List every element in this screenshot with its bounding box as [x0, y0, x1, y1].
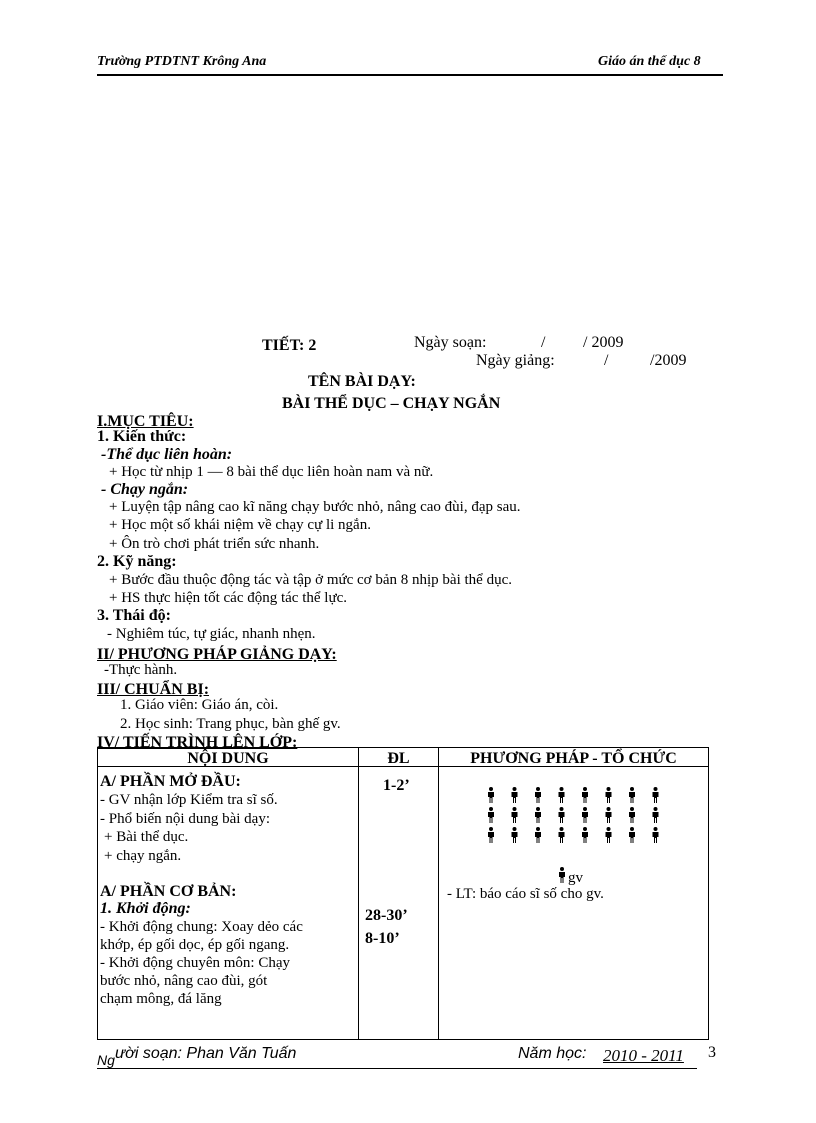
a-line-1: - GV nhận lớp Kiểm tra sĩ số. — [100, 792, 278, 808]
footer-author-prefix: Ng — [97, 1052, 115, 1068]
a-line-4: + chạy ngắn. — [104, 848, 182, 864]
a-line-2: - Phổ biến nội dung bài dạy: — [100, 811, 270, 827]
title-label: TÊN BÀI DẠY: — [308, 373, 416, 390]
footer-year-label: Năm học: — [518, 1045, 587, 1062]
table-header-row — [98, 748, 709, 767]
kt-item-2: + Luyện tập nâng cao kĩ năng chạy bước nhỏ, nâng cao đùi, đạp sau. — [109, 499, 521, 515]
header-subject: Giáo án thể dục 8 — [598, 54, 701, 69]
b-line-2b: bước nhỏ, nâng cao đùi, gót — [100, 973, 268, 989]
cb-item-1: 1. Giáo viên: Giáo án, còi. — [120, 697, 279, 713]
ngay-soan-sep: / — [541, 334, 546, 351]
b-line-1a: - Khởi động chung: Xoay dẻo các — [100, 919, 303, 935]
ngay-soan-year: / 2009 — [583, 334, 624, 351]
kt-item-1: + Học từ nhịp 1 — 8 bài thể dục liên hoàn nam và nữ. — [109, 464, 434, 480]
student-person-icon — [653, 787, 659, 803]
table-body-row — [98, 767, 709, 1040]
ngay-giang-label: Ngày giảng: — [476, 352, 555, 369]
dl-khoi-dong: 8-10’ — [365, 930, 400, 947]
header-rule — [97, 74, 723, 76]
lesson-tiet: TIẾT: 2 — [262, 337, 317, 354]
student-person-icon — [606, 807, 612, 823]
chuan-bi-heading: III/ CHUẨN BỊ: — [97, 681, 210, 698]
kn-item-2: + HS thực hiện tốt các động tác thể lực. — [109, 590, 347, 606]
student-person-icon — [535, 827, 541, 843]
b-line-1b: khớp, ép gối dọc, ép gối ngang. — [100, 937, 290, 953]
student-person-icon — [512, 807, 518, 823]
student-person-icon — [653, 827, 659, 843]
student-person-icon — [559, 787, 565, 803]
dl-part-a: 1-2’ — [383, 777, 410, 794]
ky-nang-heading: 2. Kỹ năng: — [97, 553, 177, 570]
footer-year: 2010 - 2011 — [603, 1046, 684, 1065]
b-sub-1: 1. Khởi động: — [100, 900, 191, 917]
student-person-icon — [488, 827, 494, 843]
student-person-icon — [559, 807, 565, 823]
lesson-table — [97, 747, 709, 1040]
kt-item-3: + Học một số khái niệm về chạy cự li ngắn. — [109, 517, 371, 533]
footer-author: ười soạn: Phan Văn Tuấn — [115, 1045, 297, 1062]
student-person-icon — [535, 787, 541, 803]
chay-ngan: - Chạy ngắn: — [101, 481, 189, 498]
student-person-icon — [512, 787, 518, 803]
student-person-icon — [559, 827, 565, 843]
a-line-3: + Bài thể dục. — [104, 829, 189, 845]
dl-cell — [359, 767, 439, 1040]
kn-item-1: + Bước đầu thuộc động tác và tập ở mức cơ bản 8 nhịp bài thể dục. — [109, 572, 512, 588]
student-person-icon — [629, 807, 635, 823]
cb-item-2: 2. Học sinh: Trang phục, bàn ghế gv. — [120, 716, 341, 732]
method-note: - LT: báo cáo sĩ số cho gv. — [447, 886, 604, 902]
header-school: Trường PTDTNT Krông Ana — [97, 54, 267, 69]
ngay-giang-sep: / — [604, 352, 609, 369]
td-item-1: - Nghiêm túc, tự giác, nhanh nhẹn. — [107, 626, 316, 642]
dl-part-b: 28-30’ — [365, 907, 408, 924]
the-duc-lien-hoan: -Thể dục liên hoàn: — [101, 446, 233, 463]
student-person-icon — [488, 787, 494, 803]
pp-item-1: -Thực hành. — [104, 662, 178, 678]
tien-trinh-heading: IV/ TIẾN TRÌNH LÊN LỚP: — [97, 734, 298, 751]
thai-do-heading: 3. Thái độ: — [97, 607, 171, 624]
student-person-icon — [653, 807, 659, 823]
student-person-icon — [535, 807, 541, 823]
ngay-soan-label: Ngày soạn: — [414, 334, 487, 351]
b-line-2a: - Khởi động chuyên môn: Chạy — [100, 955, 290, 971]
lesson-title: BÀI THỂ DỤC – CHẠY NGẮN — [282, 395, 501, 412]
student-person-icon — [582, 807, 588, 823]
content-cell — [98, 767, 359, 1040]
part-b-title: A/ PHẦN CƠ BẢN: — [100, 883, 237, 900]
phuong-phap-heading: II/ PHƯƠNG PHÁP GIẢNG DẠY: — [97, 646, 337, 663]
student-person-icon — [582, 827, 588, 843]
student-person-icon — [629, 787, 635, 803]
header-noi-dung: NỘI DUNG — [187, 750, 269, 767]
ngay-giang-year: /2009 — [650, 352, 687, 369]
footer-rule — [97, 1068, 697, 1069]
header-phuong-phap: PHƯƠNG PHÁP - TỔ CHỨC — [470, 750, 677, 767]
student-formation-svg — [439, 767, 709, 847]
b-line-2c: chạm mông, đá lăng — [100, 991, 222, 1007]
kt-item-4: + Ôn trò chơi phát triển sức nhanh. — [109, 536, 320, 552]
teacher-figure-icon — [557, 866, 567, 884]
header-dl: ĐL — [387, 750, 410, 767]
teacher-icon — [557, 866, 567, 886]
kien-thuc-heading: 1. Kiến thức: — [97, 428, 187, 445]
student-person-icon — [488, 807, 494, 823]
student-person-icon — [629, 827, 635, 843]
muc-tieu-heading: I.MỤC TIÊU: — [97, 413, 194, 430]
student-person-icon — [512, 827, 518, 843]
student-person-icon — [606, 787, 612, 803]
teacher-label: gv — [568, 870, 583, 886]
part-a-title: A/ PHẦN MỞ ĐẦU: — [100, 773, 241, 790]
student-person-icon — [606, 827, 612, 843]
method-cell — [439, 767, 709, 1040]
student-person-icon — [582, 787, 588, 803]
page-number: 3 — [708, 1044, 716, 1061]
